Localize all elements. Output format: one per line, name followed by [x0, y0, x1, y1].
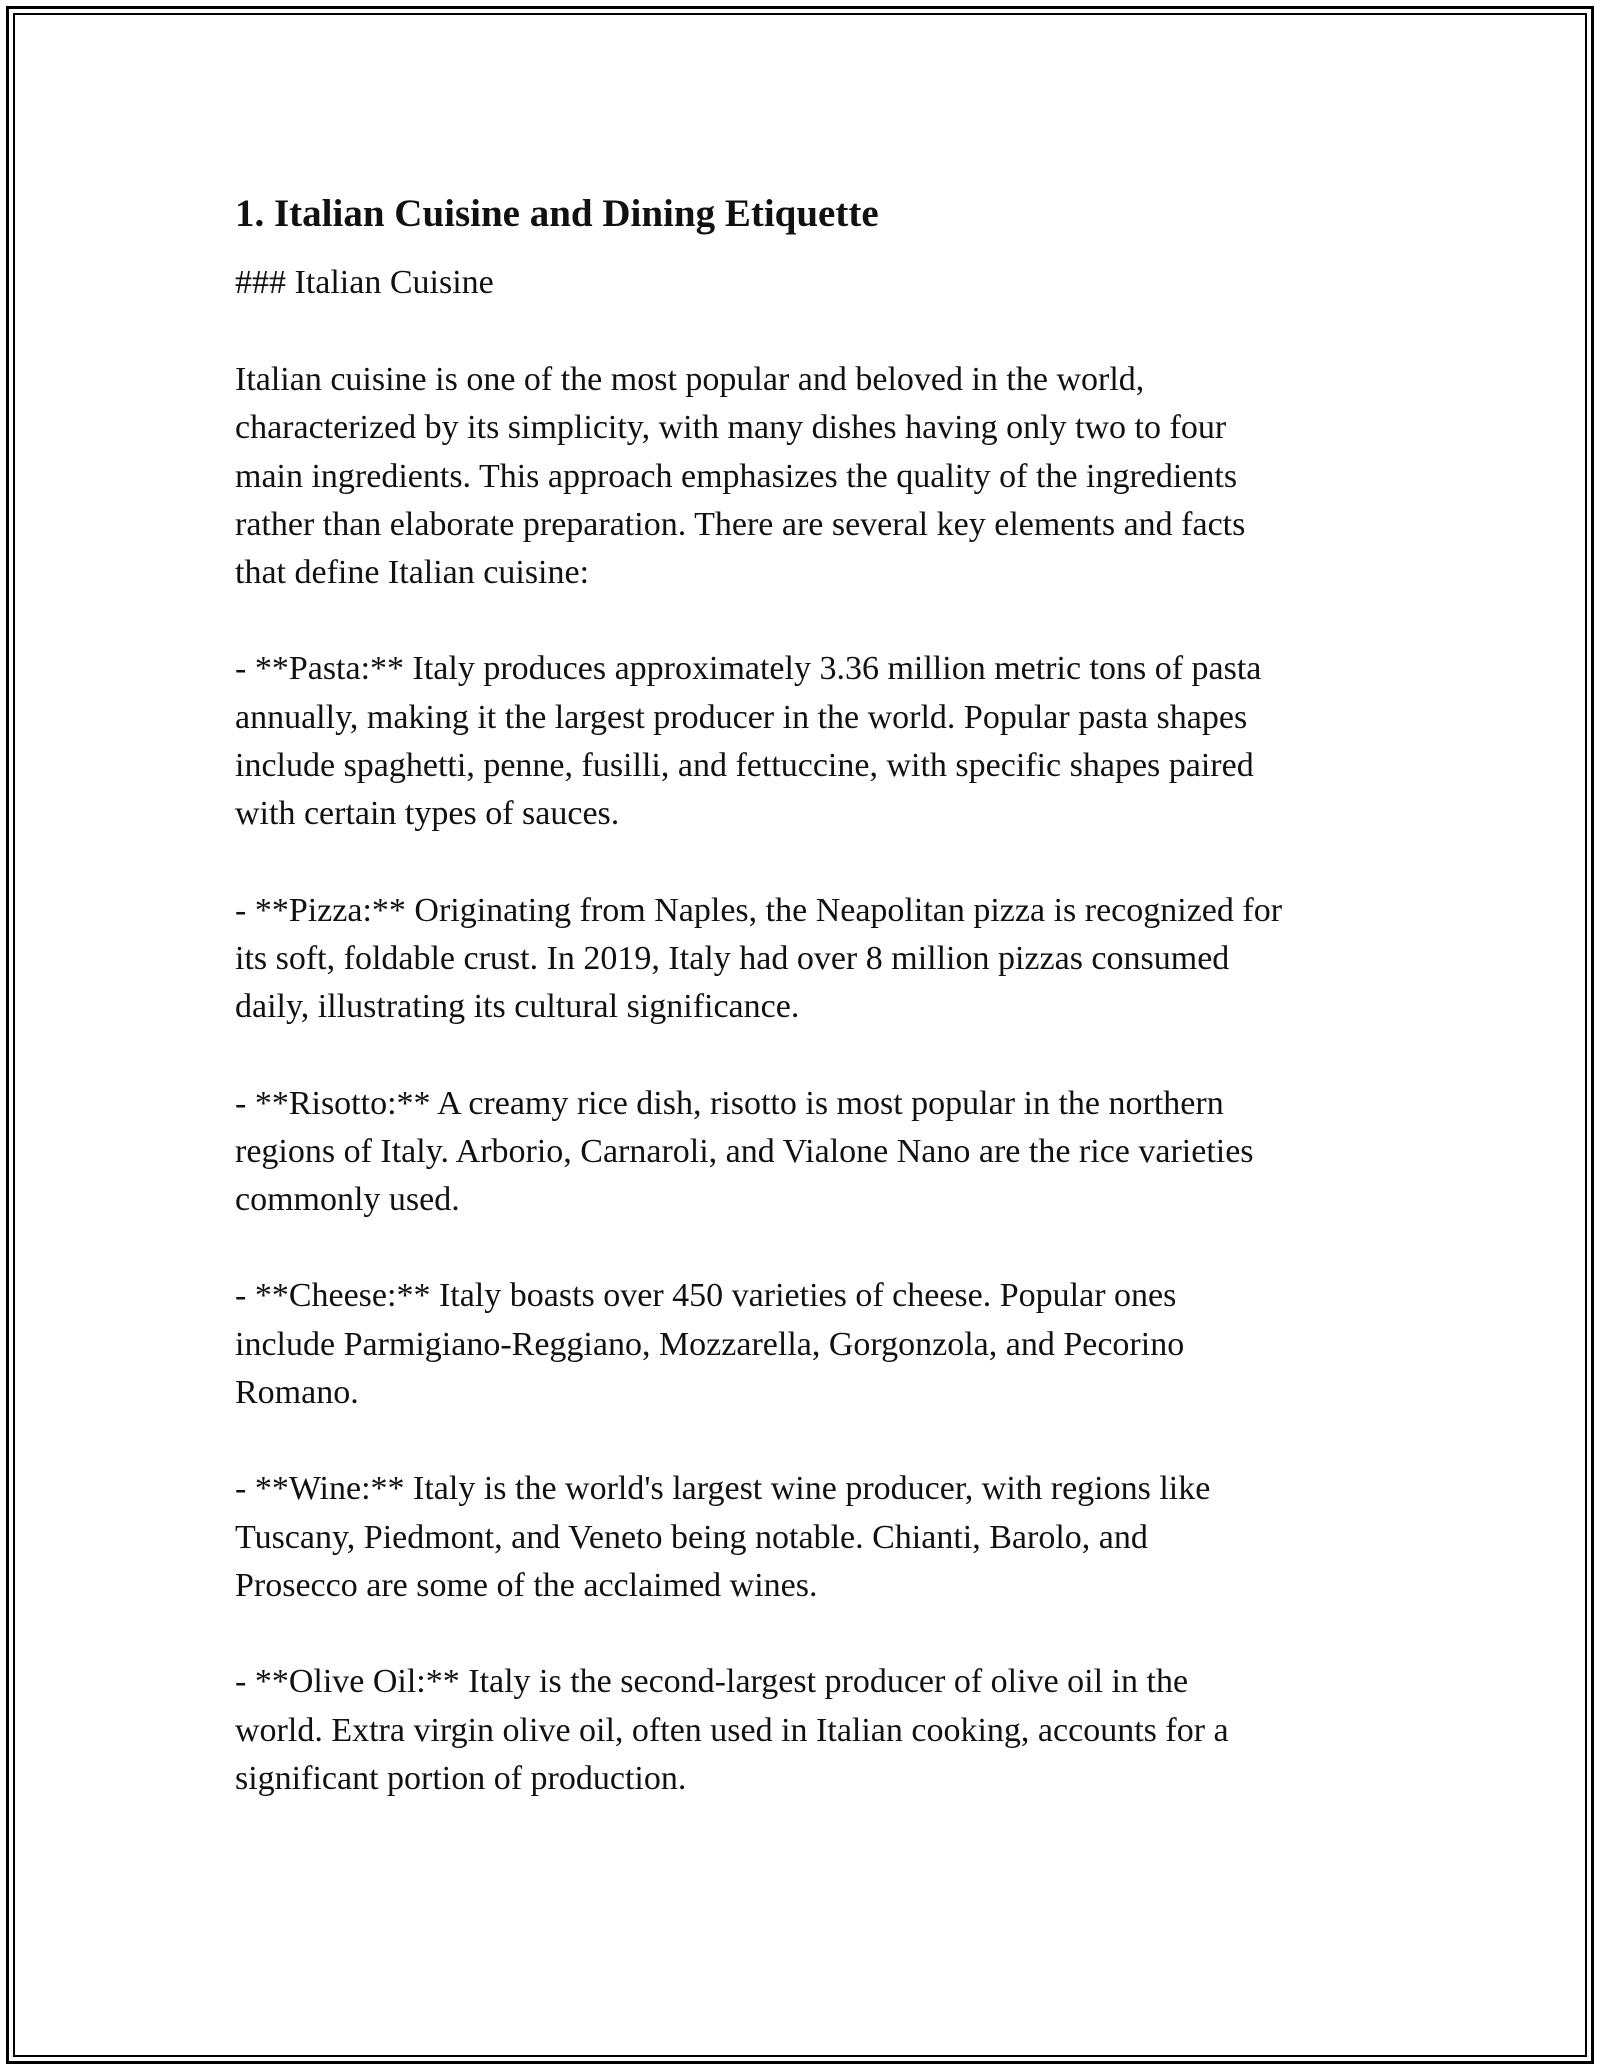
- text-line: regions of Italy. Arborio, Carnaroli, and Vialone Nano are the rice varieties: [235, 1132, 1254, 1170]
- text-line: annually, making it the largest producer in the world. Popular pasta shapes: [235, 698, 1248, 736]
- text-line: significant portion of production.: [235, 1759, 687, 1797]
- text-line: main ingredients. This approach emphasizes the quality of the ingredients: [235, 457, 1238, 495]
- text-line: - **Olive Oil:** Italy is the second-largest producer of olive oil in the: [235, 1663, 1189, 1701]
- text-line: its soft, foldable crust. In 2019, Italy had over 8 million pizzas consumed: [235, 939, 1230, 977]
- bullet-cheese: [235, 1272, 1385, 1417]
- text-line: include Parmigiano-Reggiano, Mozzarella, Gorgonzola, and Pecorino: [235, 1325, 1185, 1363]
- text-line: characterized by its simplicity, with many dishes having only two to four: [235, 409, 1227, 447]
- intro-paragraph: [235, 356, 1385, 597]
- text-line: with certain types of sauces.: [235, 795, 620, 833]
- text-line: - **Cheese:** Italy boasts over 450 varieties of cheese. Popular ones: [235, 1277, 1177, 1315]
- text-line: include spaghetti, penne, fusilli, and fettuccine, with specific shapes paired: [235, 747, 1254, 785]
- bullet-risotto: [235, 1080, 1385, 1225]
- text-line: that define Italian cuisine:: [235, 554, 590, 592]
- section-subheading: ### Italian Cuisine: [235, 264, 494, 301]
- text-line: - **Pizza:** Originating from Naples, the Neapolitan pizza is recognized for: [235, 891, 1283, 929]
- text-line: world. Extra virgin olive oil, often used in Italian cooking, accounts for a: [235, 1711, 1229, 1749]
- bullet-wine: [235, 1465, 1385, 1610]
- bullet-pizza: [235, 887, 1385, 1032]
- bullet-pasta: [235, 645, 1385, 838]
- document-title: 1. Italian Cuisine and Dining Etiquette: [235, 192, 879, 235]
- document-body: [235, 185, 1385, 1803]
- bullet-olive-oil: [235, 1658, 1385, 1803]
- text-line: rather than elaborate preparation. There are several key elements and facts: [235, 505, 1246, 543]
- text-line: - **Risotto:** A creamy rice dish, risotto is most popular in the northern: [235, 1084, 1224, 1122]
- text-line: Prosecco are some of the acclaimed wines.: [235, 1566, 818, 1604]
- text-line: - **Pasta:** Italy produces approximately 3.36 million metric tons of pasta: [235, 650, 1262, 688]
- text-line: Romano.: [235, 1374, 359, 1412]
- text-line: Italian cuisine is one of the most popular and beloved in the world,: [235, 361, 1145, 398]
- text-line: daily, illustrating its cultural significance.: [235, 988, 800, 1026]
- text-line: commonly used.: [235, 1181, 460, 1219]
- text-line: - **Wine:** Italy is the world's largest wine producer, with regions like: [235, 1470, 1211, 1508]
- text-line: Tuscany, Piedmont, and Veneto being notable. Chianti, Barolo, and: [235, 1518, 1148, 1556]
